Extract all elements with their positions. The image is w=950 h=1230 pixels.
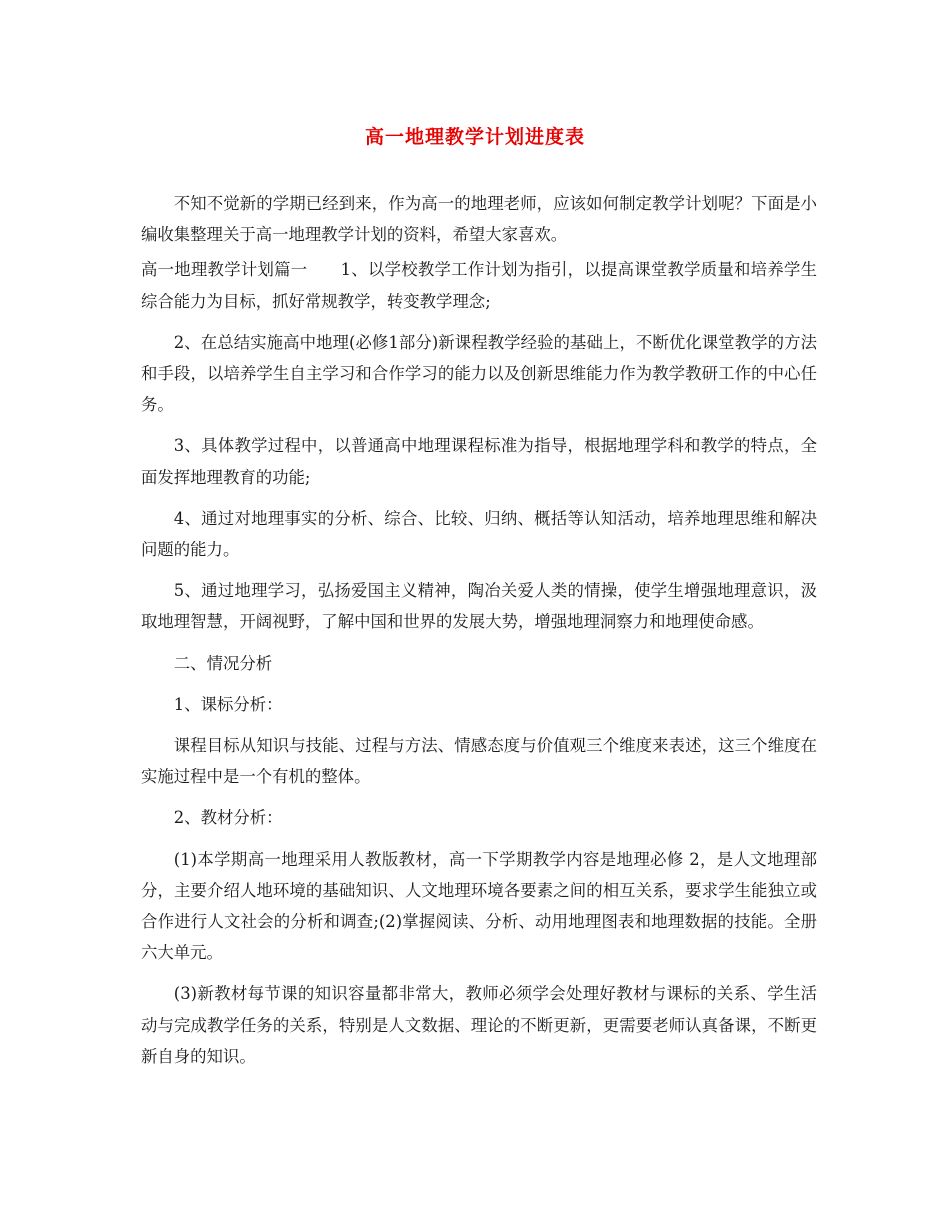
document-title: 高一地理教学计划进度表	[364, 126, 585, 148]
paragraph-plan-4: 4、通过对地理事实的分析、综合、比较、归纳、概括等认知活动，培养地理思维和解决问题的能力。	[141, 508, 817, 560]
paragraph-intro: 不知不觉新的学期已经到来，作为高一的地理老师，应该如何制定教学计划呢？下面是小编收集整理关于高一地理教学计划的资料，希望大家喜欢。	[141, 194, 817, 245]
subheading-curriculum: 1、课标分析：	[173, 694, 283, 714]
subheading-textbook: 2、教材分析：	[173, 808, 283, 828]
paragraph-plan-5: 5、通过地理学习，弘扬爱国主义精神，陶冶关爱人类的情操，使学生增强地理意识，汲取地理智慧，开阔视野，了解中国和世界的发展大势，增强地理洞察力和地理使命感。	[141, 581, 817, 632]
paragraph-plan-3: 3、具体教学过程中，以普通高中地理课程标准为指导，根据地理学科和教学的特点，全面发挥地理教育的功能;	[141, 436, 817, 487]
document-body	[141, 188, 817, 1072]
paragraph-textbook-1: (1)本学期高一地理采用人教版教材，高一下学期教学内容是地理必修 2，是人文地理部分，主要介绍人地环境的基础知识、人文地理环境各要素之间的相互关系，要求学生能独立或合作进行人文社会的分析和调查;(2)掌握阅读、分析、动用地理图表和地理数据的技能。全册六大单元。	[141, 849, 817, 963]
paragraph-textbook-3: (3)新教材每节课的知识容量都非常大，教师必须学会处理好教材与课标的关系、学生活动与完成教学任务的关系，特别是人文数据、理论的不断更新，更需要老师认真备课，不断更新自身的知识。	[141, 984, 817, 1066]
paragraph-plan-2: 2、在总结实施高中地理(必修1部分)新课程教学经验的基础上，不断优化课堂教学的方法和手段，以培养学生自主学习和合作学习的能力以及创新思维能力作为教学教研工作的中心任务。	[141, 332, 817, 415]
paragraph-plan-1: 高一地理教学计划篇一 1、以学校教学工作计划为指引，以提高课堂教学质量和培养学生综合能力为目标，抓好常规教学，转变教学理念;	[141, 260, 817, 311]
paragraph-curriculum: 课程目标从知识与技能、过程与方法、情感态度与价值观三个维度来表述，这三个维度在实施过程中是一个有机的整体。	[141, 736, 817, 787]
section-heading-situation: 二、情况分析	[173, 653, 273, 673]
